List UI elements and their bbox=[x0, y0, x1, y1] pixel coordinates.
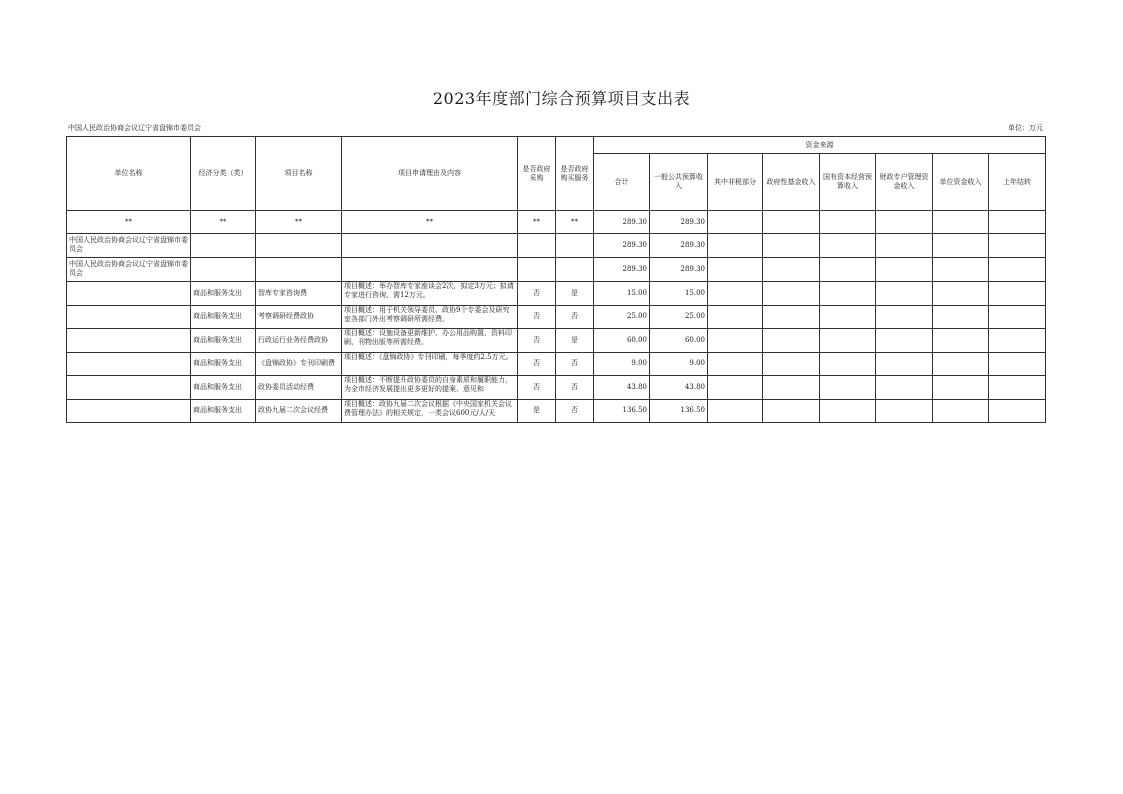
gov-service-cell: 否 bbox=[556, 352, 594, 376]
project-name-cell: 政协委员活动经费 bbox=[256, 376, 342, 400]
header-unit-income: 单位资金收入 bbox=[933, 154, 989, 211]
econ-class-cell: 商品和服务支出 bbox=[191, 352, 256, 376]
gov-purchase-cell: 否 bbox=[518, 376, 556, 400]
star-gov-purchase: ** bbox=[518, 211, 556, 234]
econ-class-cell: 商品和服务支出 bbox=[191, 305, 256, 329]
project-name-cell: 考察调研经费政协 bbox=[256, 305, 342, 329]
gov-service-cell: 否 bbox=[556, 399, 594, 423]
general-budget-cell: 25.00 bbox=[650, 305, 708, 329]
total-cell: 15.00 bbox=[594, 282, 650, 306]
star-econ-class: ** bbox=[191, 211, 256, 234]
total-cell: 43.80 bbox=[594, 376, 650, 400]
table-row bbox=[67, 258, 1046, 282]
table-row bbox=[67, 282, 1046, 306]
reason-cell: 项目概述：设施设备更新维护、办公用品购置、资料印刷、刊物出版等所需经费。 bbox=[344, 329, 512, 347]
header-gov-fund: 政府性基金收入 bbox=[763, 154, 820, 211]
project-name-cell: 政协九届二次会议经费 bbox=[256, 399, 342, 423]
total-cell: 289.30 bbox=[594, 234, 650, 258]
total-cell: 60.00 bbox=[594, 329, 650, 353]
reason-cell: 项目概述：《盘锦政协》专刊印刷，每季度约2.5万元。 bbox=[344, 352, 513, 361]
header-general-budget: 一般公共预算收入 bbox=[650, 154, 708, 211]
general-budget-cell: 43.80 bbox=[650, 376, 708, 400]
total-cell: 289.30 bbox=[594, 258, 650, 282]
page-title: 2023年度部门综合预算项目支出表 bbox=[432, 89, 691, 108]
header-nontax: 其中非税部分 bbox=[708, 154, 763, 211]
organization-name: 中国人民政治协商会议辽宁省盘锦市委员会 bbox=[68, 124, 201, 132]
gov-service-cell: 否 bbox=[556, 305, 594, 329]
header-gov-service: 是否政府购买服务 bbox=[556, 137, 594, 211]
general-budget-cell: 9.00 bbox=[650, 352, 708, 376]
header-econ-class: 经济分类（类） bbox=[191, 137, 256, 211]
general-budget-cell: 289.30 bbox=[650, 234, 708, 258]
header-state-capital: 国有资本经营预算收入 bbox=[820, 154, 876, 211]
reason-cell: 项目概述：不断提升政协委员的自身素质和履职能力，为全市经济发展提出更多更好的提案、意见和 bbox=[344, 376, 512, 394]
unit-label: 单位：万元 bbox=[1008, 124, 1043, 132]
unit-name-cell: 中国人民政治协商会议辽宁省盘锦市委员会 bbox=[69, 259, 188, 277]
gov-purchase-cell: 否 bbox=[518, 329, 556, 353]
econ-class-cell: 商品和服务支出 bbox=[191, 329, 256, 353]
star-reason: ** bbox=[342, 211, 518, 234]
header-total: 合计 bbox=[594, 154, 650, 211]
table-row bbox=[67, 234, 1046, 258]
header-last-year: 上年结转 bbox=[989, 154, 1046, 211]
reason-cell: 项目概述：用于机关领导委员、政协9个专委会及研究室各部门外出考察调研所需经费。 bbox=[344, 305, 510, 323]
summary-star-row bbox=[67, 211, 1046, 234]
reason-cell: 项目概述：政协九届二次会议根据《中央国家机关会议费管理办法》的相关规定，一类会议600元/人/天 bbox=[344, 399, 512, 417]
gov-service-cell: 是 bbox=[556, 282, 594, 306]
star-gov-service: ** bbox=[556, 211, 594, 234]
total-cell: 25.00 bbox=[594, 305, 650, 329]
general-budget-cell: 60.00 bbox=[650, 329, 708, 353]
gov-service-cell: 否 bbox=[556, 376, 594, 400]
table-row bbox=[67, 399, 1046, 423]
gov-service-cell: 是 bbox=[556, 329, 594, 353]
budget-table bbox=[66, 136, 1046, 423]
project-name-cell: 行政运行业务经费政协 bbox=[256, 329, 342, 353]
general-budget-cell: 136.50 bbox=[650, 399, 708, 423]
table-row bbox=[67, 305, 1046, 329]
gov-purchase-cell: 否 bbox=[518, 352, 556, 376]
reason-cell: 项目概述：举办智库专家座谈会2次，拟定3万元；拟请专家进行咨询，需12万元。 bbox=[344, 282, 514, 300]
econ-class-cell: 商品和服务支出 bbox=[191, 282, 256, 306]
header-special-mgmt: 财政专户管理资金收入 bbox=[876, 154, 933, 211]
gov-purchase-cell: 否 bbox=[518, 305, 556, 329]
star-project-name: ** bbox=[256, 211, 342, 234]
star-total: 289.30 bbox=[594, 211, 650, 234]
table-row bbox=[67, 329, 1046, 353]
general-budget-cell: 15.00 bbox=[650, 282, 708, 306]
header-fund-source: 资金来源 bbox=[594, 137, 1046, 154]
header-unit-name: 单位名称 bbox=[67, 137, 191, 211]
star-unit-name: ** bbox=[67, 211, 191, 234]
header-gov-purchase: 是否政府采购 bbox=[518, 137, 556, 211]
econ-class-cell: 商品和服务支出 bbox=[191, 399, 256, 423]
table-row bbox=[67, 352, 1046, 376]
project-name-cell: 智库专家咨询费 bbox=[256, 282, 342, 306]
total-cell: 9.00 bbox=[594, 352, 650, 376]
table-row bbox=[67, 376, 1046, 400]
econ-class-cell: 商品和服务支出 bbox=[191, 376, 256, 400]
general-budget-cell: 289.30 bbox=[650, 258, 708, 282]
star-general-budget: 289.30 bbox=[650, 211, 708, 234]
unit-name-cell: 中国人民政治协商会议辽宁省盘锦市委员会 bbox=[69, 235, 188, 253]
gov-purchase-cell: 是 bbox=[518, 399, 556, 423]
gov-purchase-cell: 否 bbox=[518, 282, 556, 306]
project-name-cell: 《盘锦政协》专刊印刷费 bbox=[256, 352, 342, 376]
total-cell: 136.50 bbox=[594, 399, 650, 423]
header-reason: 项目申请理由及内容 bbox=[342, 137, 518, 211]
header-project-name: 项目名称 bbox=[256, 137, 342, 211]
